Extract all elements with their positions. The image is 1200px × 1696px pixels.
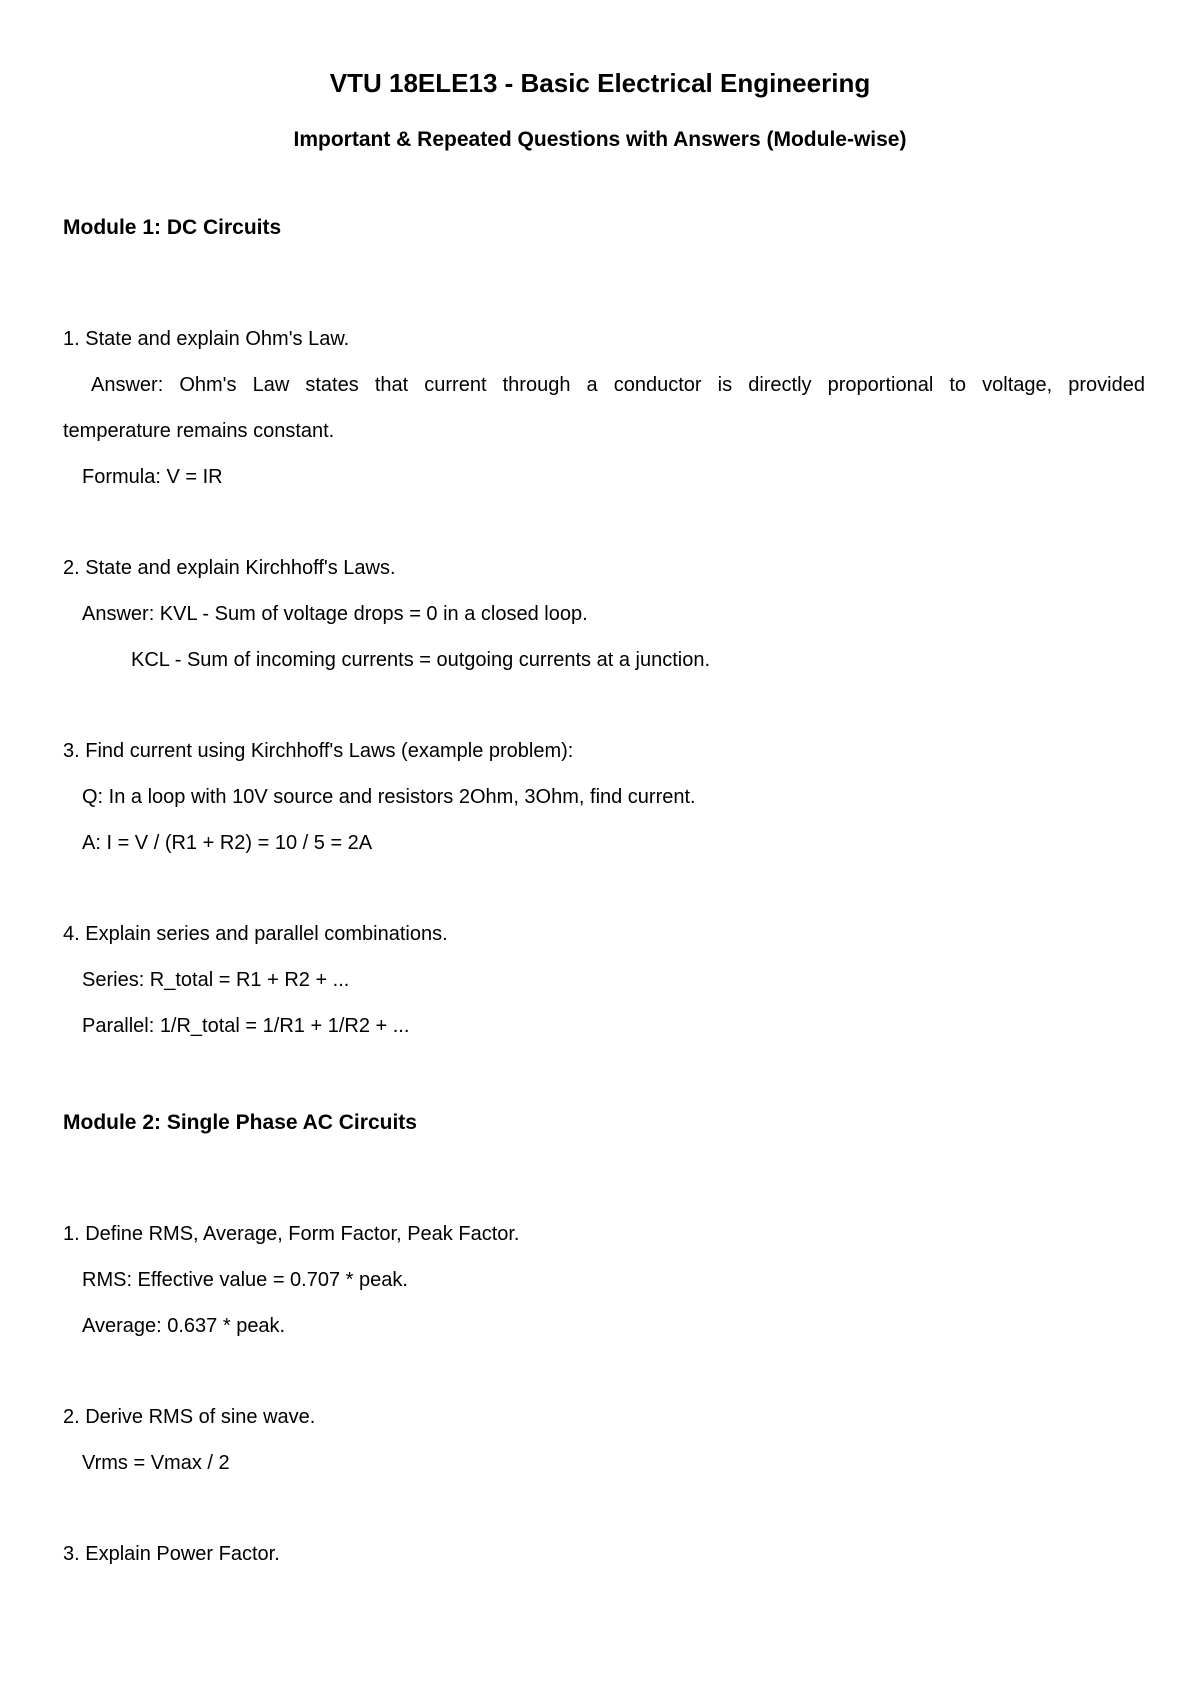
m1-q1-answer-line2: temperature remains constant. bbox=[63, 420, 335, 442]
m2-q3-question: 3. Explain Power Factor. bbox=[63, 1543, 280, 1565]
m1-q3-question: 3. Find current using Kirchhoff's Laws (example problem): bbox=[63, 740, 574, 762]
m1-q4-question: 4. Explain series and parallel combinations. bbox=[63, 923, 448, 945]
m1-q4-series: Series: R_total = R1 + R2 + ... bbox=[82, 969, 350, 991]
m2-q1-rms: RMS: Effective value = 0.707 * peak. bbox=[82, 1269, 408, 1291]
m1-q1-answer-line1: Answer: Ohm's Law states that current through a conductor is directly proportional to voltage, provided bbox=[91, 374, 1145, 396]
m2-q1-question: 1. Define RMS, Average, Form Factor, Peak Factor. bbox=[63, 1223, 520, 1245]
m2-q2-question: 2. Derive RMS of sine wave. bbox=[63, 1406, 316, 1428]
m1-q4-parallel: Parallel: 1/R_total = 1/R1 + 1/R2 + ... bbox=[82, 1015, 410, 1037]
m1-q2-question: 2. State and explain Kirchhoff's Laws. bbox=[63, 557, 396, 579]
m1-q1-formula: Formula: V = IR bbox=[82, 466, 223, 488]
m2-q1-average: Average: 0.637 * peak. bbox=[82, 1315, 286, 1337]
page-subtitle: Important & Repeated Questions with Answers (Module-wise) bbox=[293, 128, 907, 151]
m1-q2-answer-kvl: Answer: KVL - Sum of voltage drops = 0 in a closed loop. bbox=[82, 603, 588, 625]
m1-q3-a-line: A: I = V / (R1 + R2) = 10 / 5 = 2A bbox=[82, 832, 373, 854]
m1-q2-answer-kcl: KCL - Sum of incoming currents = outgoing currents at a junction. bbox=[131, 649, 710, 671]
m2-q2-formula: Vrms = Vmax / 2 bbox=[82, 1452, 230, 1474]
m1-q1-question: 1. State and explain Ohm's Law. bbox=[63, 328, 350, 350]
module-2-heading: Module 2: Single Phase AC Circuits bbox=[63, 1111, 417, 1134]
m1-q3-q-line: Q: In a loop with 10V source and resistors 2Ohm, 3Ohm, find current. bbox=[82, 786, 696, 808]
page-title: VTU 18ELE13 - Basic Electrical Engineering bbox=[329, 68, 871, 98]
module-1-heading: Module 1: DC Circuits bbox=[63, 216, 282, 239]
